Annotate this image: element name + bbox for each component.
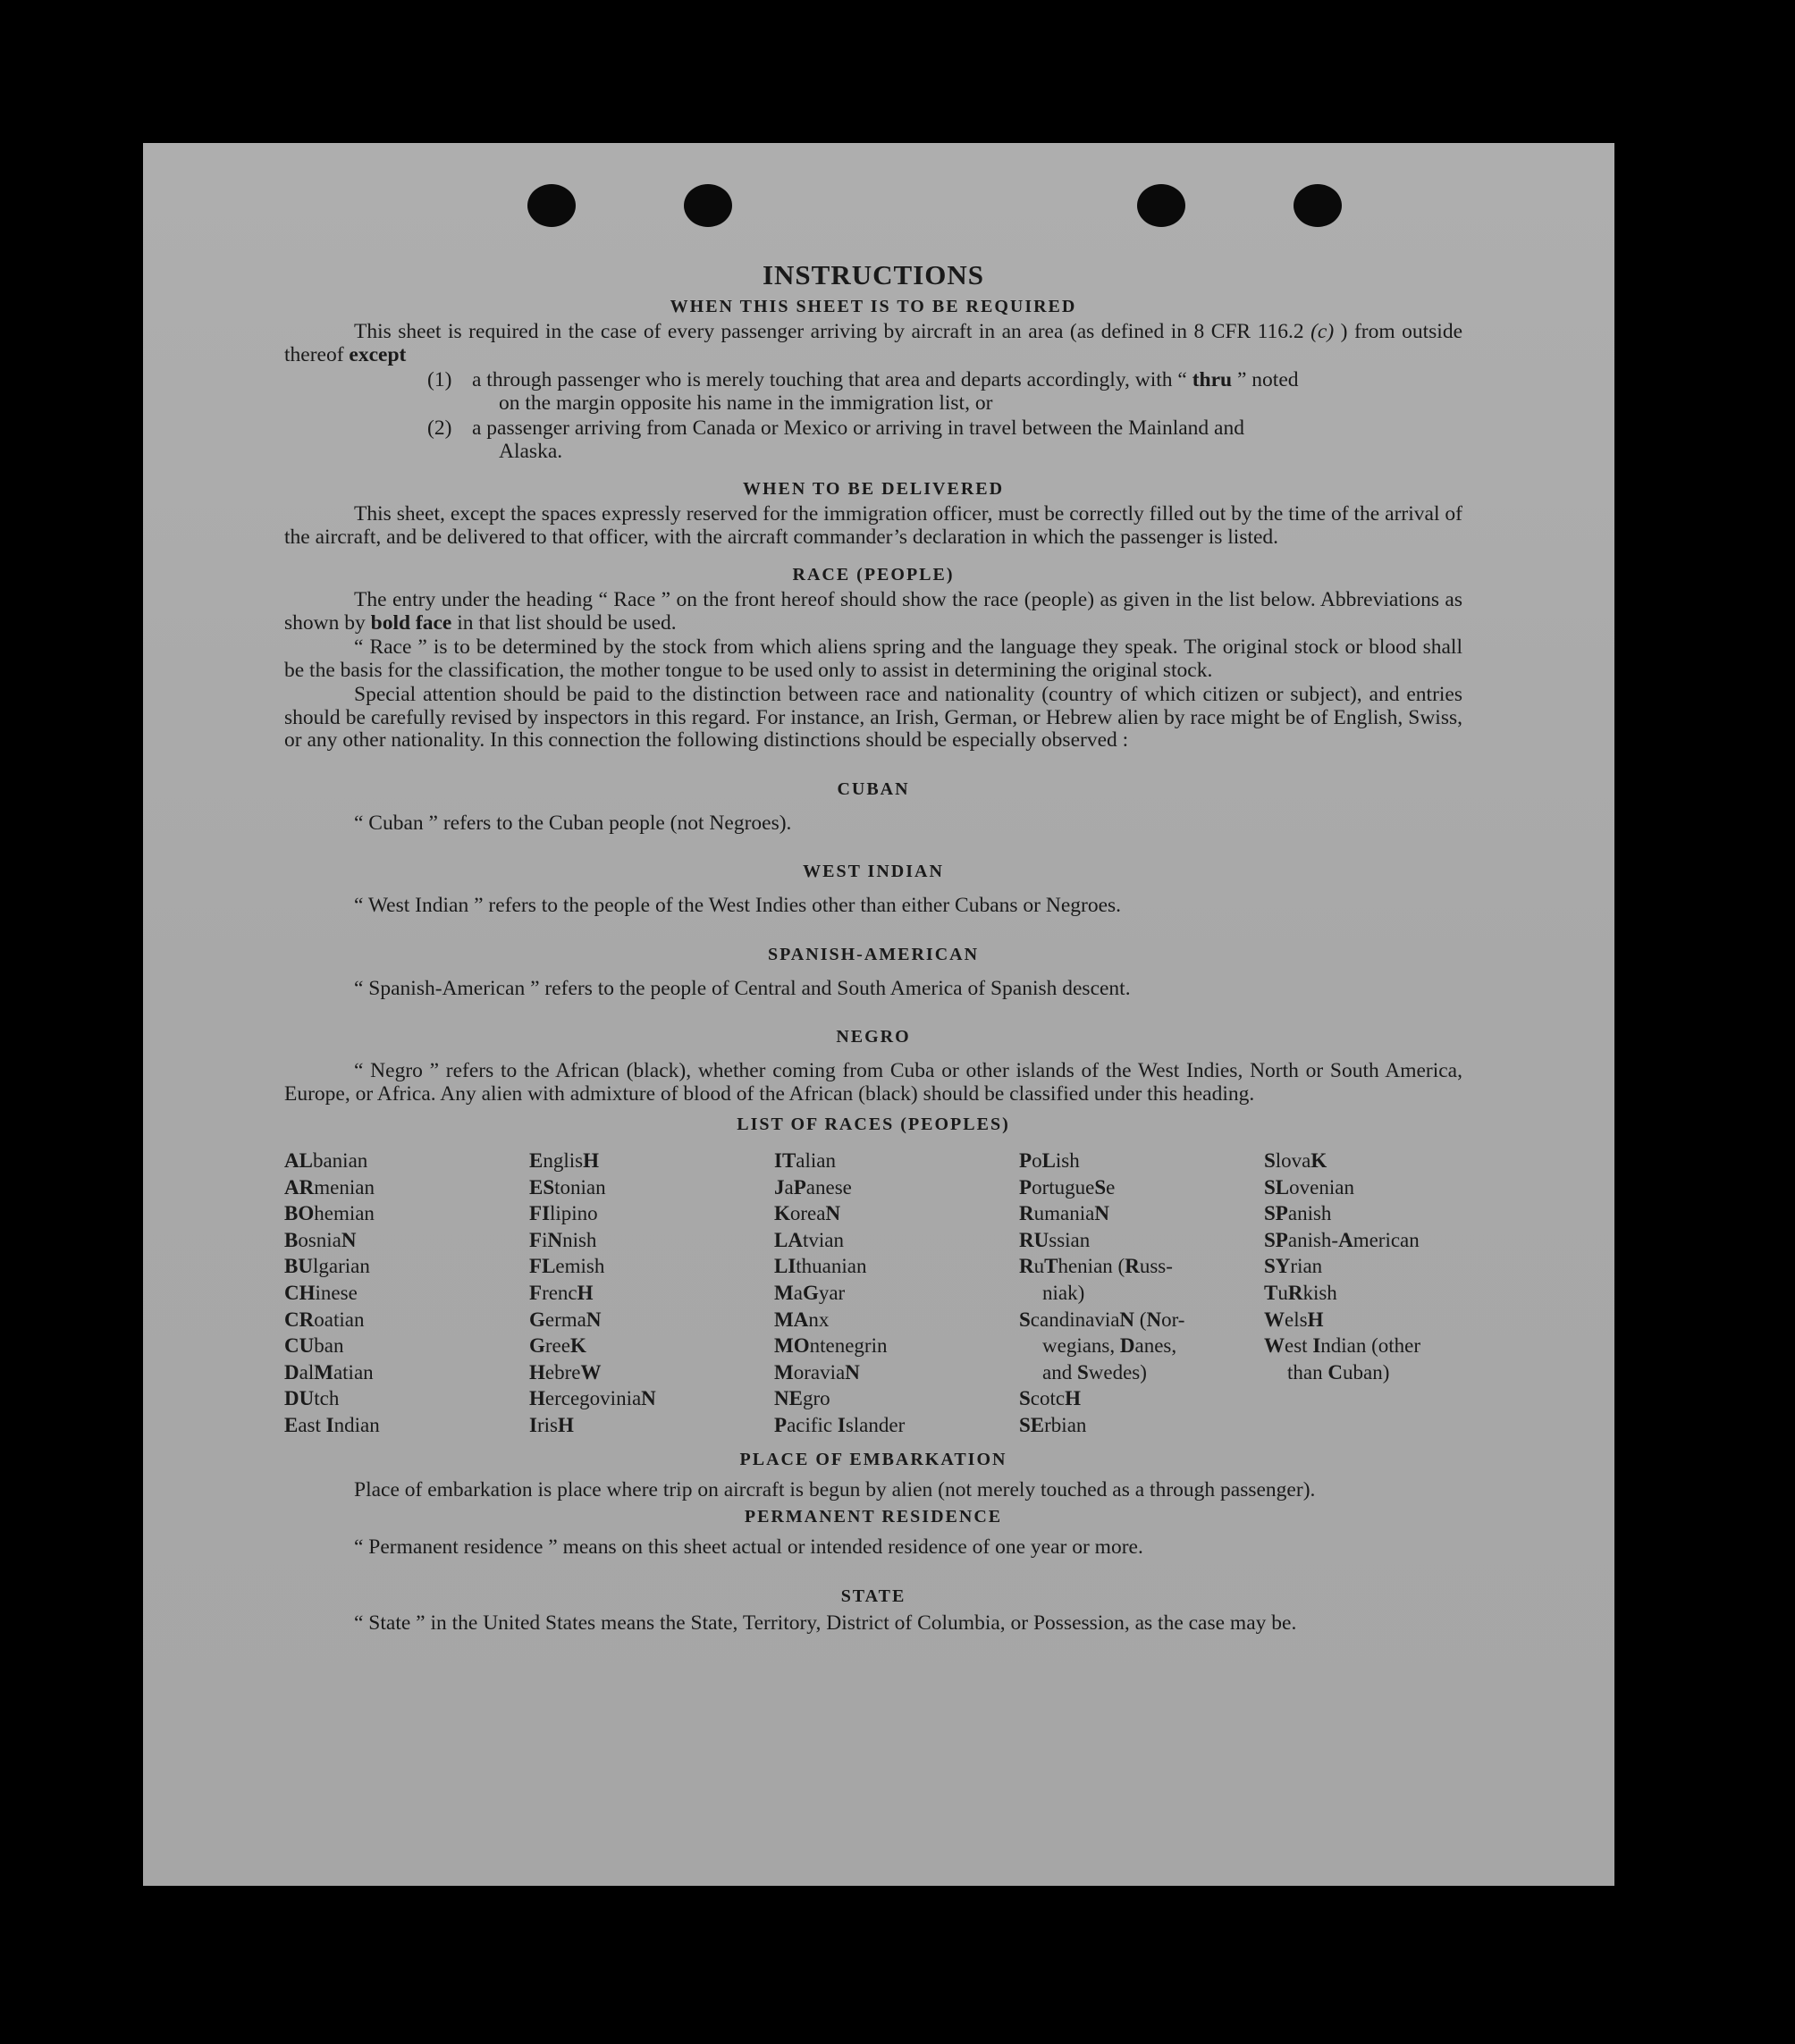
race-entry: LAtvian <box>774 1228 844 1251</box>
spanish-american-text: “ Spanish-American ” refers to the people of Central and South America of Spanish descent. <box>354 976 1131 1000</box>
state-text: “ State ” in the United States means the State, Territory, District of Columbia, or Possession, as the case may be. <box>354 1611 1297 1635</box>
delivered-text: This sheet, except the spaces expressly reserved for the immigration officer, must be correctly filled out by the time of the arrival of the aircraft, and be delivered to that officer, with the aircraft commander’s declaration in which the passenger is listed. <box>284 502 1462 549</box>
residence-text: “ Permanent residence ” means on this sheet actual or intended residence of one year or more. <box>354 1535 1143 1560</box>
race-entry: SPanish <box>1264 1202 1332 1225</box>
race-entry: CUban <box>284 1334 344 1358</box>
race-entry: RUssian <box>1019 1228 1091 1251</box>
heading-permanent-residence: PERMANENT RESIDENCE <box>744 1507 1003 1527</box>
race-entry: SYrian <box>1264 1255 1323 1278</box>
race-entry: LIthuanian <box>774 1255 867 1278</box>
race-entry: KoreaN <box>774 1202 841 1225</box>
races-column <box>284 1148 529 1439</box>
race-entry: SErbian <box>1019 1413 1087 1436</box>
heading-when-delivered: WHEN TO BE DELIVERED <box>742 479 1005 499</box>
races-column <box>1019 1148 1264 1439</box>
instructions-content <box>284 259 1462 1635</box>
race-paragraph-2: “ Race ” is to be determined by the stock from which aliens spring and the language they speak. The original stock or blood shall be the basis for the classification, the mother tongue to be used only to assist in determining the original stock. <box>284 635 1462 682</box>
race-entry: JaPanese <box>774 1175 852 1199</box>
race-entry: WelsH <box>1264 1308 1324 1331</box>
race-entry: ScotcH <box>1019 1387 1081 1410</box>
race-entry: RumaniaN <box>1019 1202 1109 1225</box>
race-paragraph-3: Special attention should be paid to the distinction between race and nationality (country of which citizen or subject), and entries should be carefully revised by inspectors in this regard. For instance, an Irish, German, or Hebrew alien by race might be of English, Swiss, or any other nationality. In this connection the following distinctions should be especially observed : <box>284 683 1462 752</box>
races-column <box>1264 1148 1462 1439</box>
race-entry: and Swedes) <box>1042 1360 1147 1384</box>
punch-hole <box>527 184 576 227</box>
required-item-2: (2) a passenger arriving from Canada or Mexico or arriving in travel between the Mainland and Alaska. <box>427 416 1244 463</box>
punch-hole <box>1137 184 1185 227</box>
race-entry: TuRkish <box>1264 1281 1337 1304</box>
heading-list-of-races: LIST OF RACES (PEOPLES) <box>737 1115 1010 1134</box>
race-entry: PoLish <box>1019 1149 1080 1172</box>
heading-west-indian: WEST INDIAN <box>803 862 944 881</box>
punch-hole <box>1294 184 1342 227</box>
page-title: INSTRUCTIONS <box>762 259 984 290</box>
race-entry: SPanish-American <box>1264 1228 1420 1251</box>
race-entry: FIlipino <box>529 1202 598 1225</box>
required-intro: This sheet is required in the case of every passenger arriving by aircraft in an area (as defined in 8 CFR 116.2 (c) ) from outside thereof except <box>284 320 1463 366</box>
race-entry: wegians, Danes, <box>1042 1334 1177 1358</box>
race-entry: DUtch <box>284 1387 340 1410</box>
race-entry: GermaN <box>529 1308 602 1331</box>
required-item-1: (1) a through passenger who is merely touching that area and departs accordingly, with “ thru ” noted on the margin opposite his name in the immigration list, or <box>427 368 1299 415</box>
race-entry: MoraviaN <box>774 1360 860 1384</box>
race-entry: than Cuban) <box>1287 1360 1390 1384</box>
races-column <box>774 1148 1019 1439</box>
race-entry: CRoatian <box>284 1308 365 1331</box>
race-entry: SLovenian <box>1264 1175 1354 1199</box>
race-entry: MOntenegrin <box>774 1334 888 1358</box>
race-entry: RuThenian (Russ- <box>1019 1255 1173 1278</box>
race-entry: HercegoviniaN <box>529 1387 656 1410</box>
race-entry: West Indian (other <box>1264 1334 1421 1358</box>
race-entry: niak) <box>1042 1281 1085 1304</box>
heading-cuban: CUBAN <box>837 778 910 799</box>
embarkation-text: Place of embarkation is place where trip on aircraft is begun by alien (not merely touched as a through passenger). <box>354 1477 1316 1501</box>
race-entry: ITalian <box>774 1149 836 1172</box>
race-entry: EnglisH <box>529 1149 599 1172</box>
race-entry: PortugueSe <box>1019 1175 1116 1199</box>
negro-text: “ Negro ” refers to the African (black), whether coming from Cuba or other islands of the West Indies, North or South America, Europe, or Africa. Any alien with admixture of blood of the African (black) should be classified under this heading. <box>284 1059 1462 1106</box>
race-entry: FiNnish <box>529 1228 597 1251</box>
race-paragraph-1: The entry under the heading “ Race ” on the front hereof should show the race (people) as given in the list below. Abbreviations as shown by bold face in that list should be used. <box>284 588 1462 635</box>
race-entry: SlovaK <box>1264 1149 1327 1172</box>
races-list <box>284 1148 1462 1439</box>
race-entry: FrencH <box>529 1281 594 1304</box>
race-entry: ALbanian <box>284 1149 368 1172</box>
race-entry: CHinese <box>284 1281 358 1304</box>
heading-spanish-american: SPANISH-AMERICAN <box>767 944 980 964</box>
race-entry: NEgro <box>774 1387 830 1410</box>
cuban-text: “ Cuban ” refers to the Cuban people (not Negroes). <box>354 811 792 835</box>
race-entry: GreeK <box>529 1334 586 1358</box>
heading-state: STATE <box>840 1586 906 1606</box>
punch-hole <box>684 184 732 227</box>
heading-when-required: WHEN THIS SHEET IS TO BE REQUIRED <box>670 297 1077 316</box>
race-entry: MAnx <box>774 1308 830 1331</box>
race-entry: ScandinaviaN (Nor- <box>1019 1308 1185 1331</box>
race-entry: FLemish <box>529 1255 605 1278</box>
heading-race: RACE (PEOPLE) <box>792 565 955 585</box>
race-entry: ARmenian <box>284 1175 375 1199</box>
race-entry: EStonian <box>529 1175 606 1199</box>
race-entry: BOhemian <box>284 1202 375 1225</box>
race-entry: Pacific Islander <box>774 1413 906 1436</box>
heading-embarkation: PLACE OF EMBARKATION <box>739 1449 1007 1469</box>
heading-negro: NEGRO <box>836 1027 911 1047</box>
race-entry: MaGyar <box>774 1281 846 1304</box>
race-entry: DalMatian <box>284 1360 374 1384</box>
race-entry: IrisH <box>529 1413 574 1436</box>
race-entry: HebreW <box>529 1360 602 1384</box>
race-entry: BUlgarian <box>284 1255 370 1278</box>
race-entry: East Indian <box>284 1413 380 1436</box>
west-indian-text: “ West Indian ” refers to the people of the West Indies other than either Cubans or Negroes. <box>354 894 1122 917</box>
document-sheet <box>143 143 1614 1886</box>
race-entry: BosniaN <box>284 1228 357 1251</box>
races-column <box>529 1148 774 1439</box>
